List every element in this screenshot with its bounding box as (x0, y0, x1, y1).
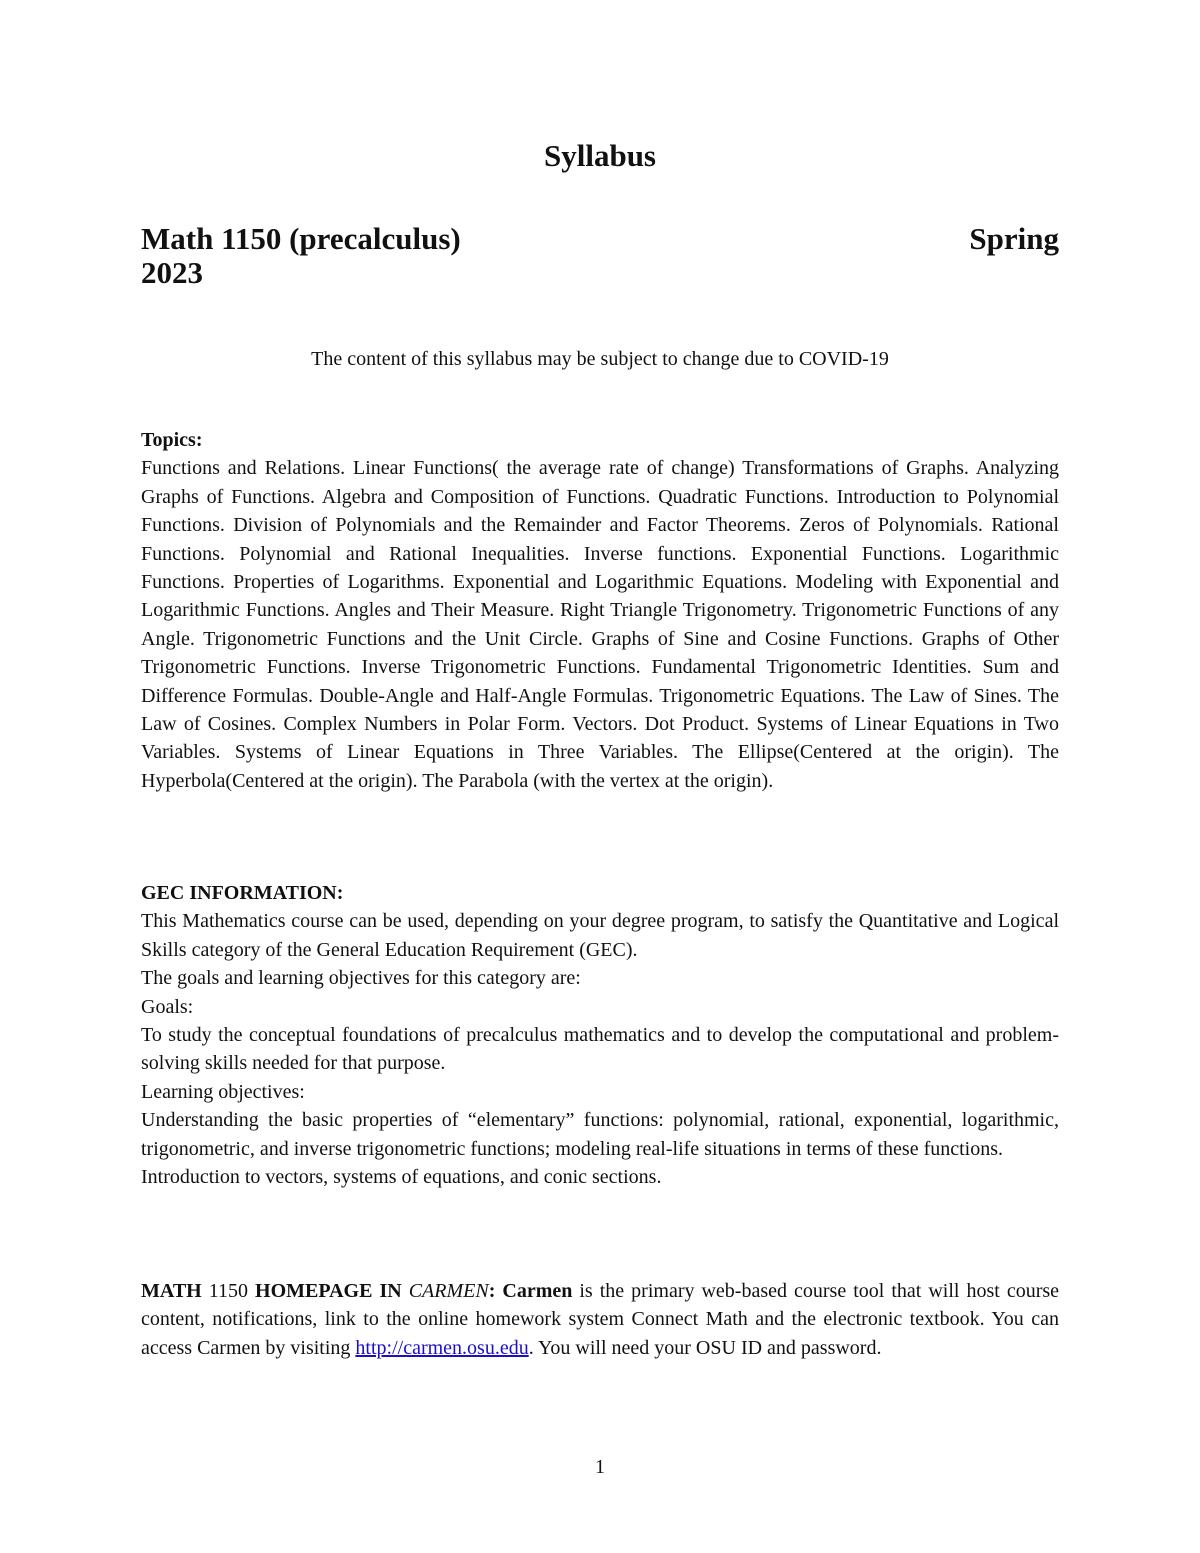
gec-objectives-label: Learning objectives: (141, 1080, 305, 1103)
gec-objectives-text-2: Introduction to vectors, systems of equations, and conic sections. (141, 1166, 662, 1189)
covid-notice: The content of this syllabus may be subject to change due to COVID-19 (311, 348, 889, 370)
topics-section (141, 426, 1059, 795)
carmen-text-2: . You will need your OSU ID and password. (528, 1336, 882, 1359)
gec-section (141, 879, 1059, 1191)
carmen-paragraph (141, 1277, 1059, 1362)
course-name: Math 1150 (precalculus) (141, 221, 461, 256)
course-year: 2023 (141, 255, 203, 290)
carmen-link[interactable]: http://carmen.osu.edu (355, 1336, 529, 1359)
topics-body: Functions and Relations. Linear Functions( the average rate of change) Transformations of Graphs. Analyzing Graphs of Functions. Algebra and Composition of Functions. Quadratic Functions. Introduction to Polynomial Functions. Division of Polynomials and the Remainder and Factor Theorems. Zeros of Polynomials. Rational Functions. Polynomial and Rational Inequalities. Inverse functions. Exponential Functions. Logarithmic Functions. Properties of Logarithms. Exponential and Logarithmic Equations. Modeling with Exponential and Logarithmic Functions. Angles and Their Measure. Right Triangle Trigonometry. Trigonometric Functions of any Angle. Trigonometric Functions and the Unit Circle. Graphs of Sine and Cosine Functions. Graphs of Other Trigonometric Functions. Inverse Trigonometric Functions. Fundamental Trigonometric Identities. Sum and Difference Formulas. Double-Angle and Half-Angle Formulas. Trigonometric Equations. The Law of Sines. The Law of Cosines. Complex Numbers in Polar Form. Vectors. Dot Product. Systems of Linear Equations in Two Variables. Systems of Linear Equations in Three Variables. The Ellipse(Centered at the origin). The Hyperbola(Centered at the origin). The Parabola (with the vertex at the origin). (141, 457, 1059, 792)
gec-objectives-text: Understanding the basic properties of “elementary” functions: polynomial, rational, exponential, logarithmic, trigonometric, and inverse trigonometric functions; modeling real-life situations in terms of these functions. (141, 1109, 1059, 1160)
carmen-bold-name: Carmen (502, 1280, 573, 1302)
gec-intro: This Mathematics course can be used, depending on your degree program, to satisfy the Quantitative and Logical Skills category of the General Education Requirement (GEC). (141, 910, 1059, 961)
course-header (141, 222, 1059, 290)
carmen-text-1: is the primary web-based course tool that will host course content, notifications, link to the online homework system Connect Math and the electronic textbook. You can access Carmen by visiting (141, 1280, 1060, 1359)
gec-goals-label: Goals: (141, 995, 194, 1018)
carmen-section (141, 1277, 1059, 1362)
carmen-heading-italic: CARMEN (408, 1280, 489, 1302)
syllabus-title: Syllabus (543, 138, 656, 173)
carmen-heading-part1: MATH (141, 1280, 202, 1302)
gec-goals-intro: The goals and learning objectives for this category are: (141, 967, 581, 990)
topics-heading: Topics: (141, 429, 203, 451)
carmen-heading-number: 1150 (208, 1280, 249, 1302)
gec-goals-text: To study the conceptual foundations of precalculus mathematics and to develop the computational and problem-solving skills needed for that purpose. (141, 1024, 1059, 1075)
carmen-heading-part2: HOMEPAGE IN (255, 1280, 402, 1302)
carmen-heading-colon: : (488, 1280, 496, 1302)
gec-heading: GEC INFORMATION: (141, 882, 344, 904)
page-number: 1 (595, 1456, 605, 1478)
course-term: Spring (969, 221, 1059, 256)
